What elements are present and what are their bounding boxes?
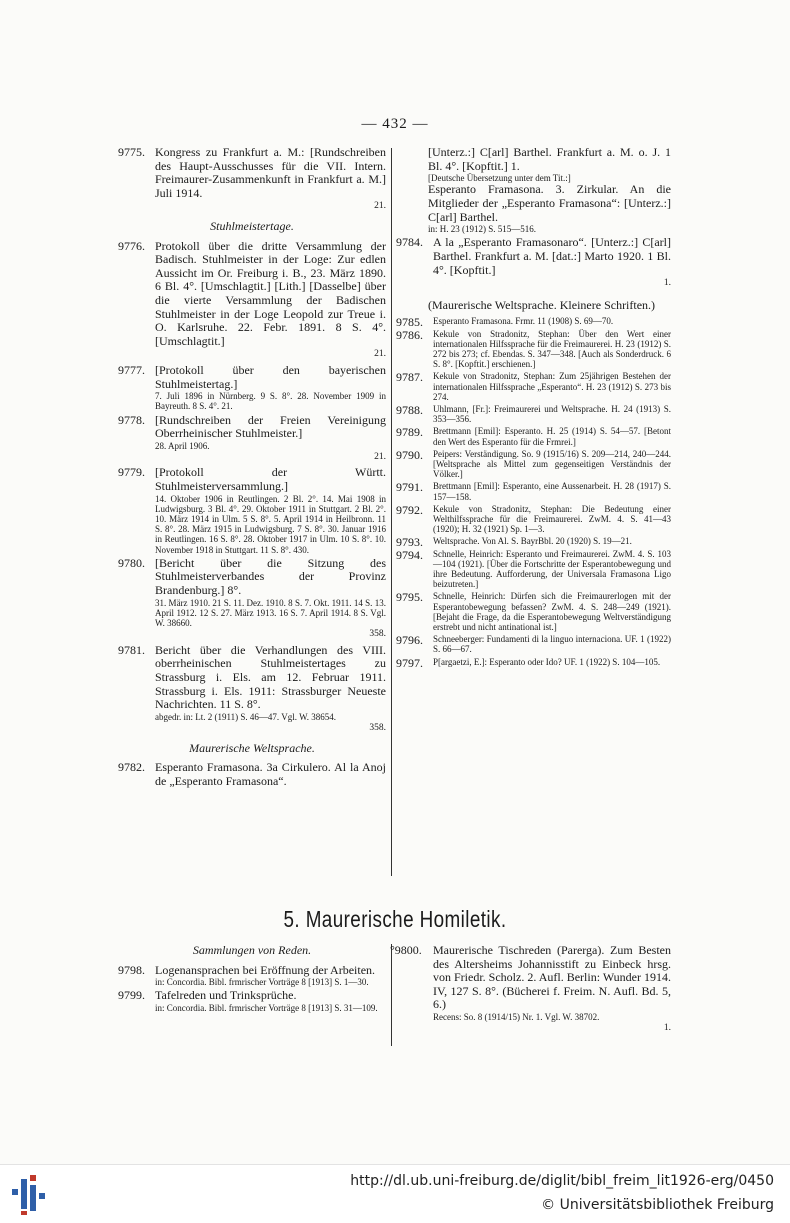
entry-number: 9796. bbox=[396, 633, 423, 648]
entry-detail: 31. März 1910. 21 S. 11. Dez. 1910. 8 S. 7. Okt. 1911. 14 S. 13. April 1912. 12 S. 27. März 1913. 16 S. 7. April 1914. 8 S. Vgl. W. 38660. bbox=[155, 597, 386, 629]
entry-text-2: Esperanto Framasona. 3. Zirkular. An die Mitglieder der „Esperanto Framasona“: [Unterz.:] C[arl] Barthel. bbox=[428, 182, 671, 224]
entry-9782-continued bbox=[396, 146, 671, 234]
bottom-right-column bbox=[390, 943, 671, 1038]
entry-number: 9782. bbox=[118, 760, 145, 775]
copyright-notice: © Universitätsbibliothek Freiburg bbox=[541, 1197, 774, 1213]
entry-9778 bbox=[118, 414, 386, 465]
entry-text: [Bericht über die Sitzung des Stuhlmeisterverbandes der Provinz Brandenburg.] 8°. bbox=[155, 555, 386, 598]
entry-ref: 1. bbox=[663, 278, 671, 289]
entry-9793 bbox=[396, 535, 671, 550]
entry-9777 bbox=[118, 364, 386, 412]
entry-text: Logenansprachen bei Eröffnung der Arbeiten. bbox=[155, 962, 376, 977]
entry-number: 9776. bbox=[118, 238, 145, 253]
entry-number: 9778. bbox=[118, 412, 145, 427]
entry-detail: abgedr. in: Lt. 2 (1911) S. 46—47. Vgl. W. 38654. bbox=[155, 711, 336, 722]
footer-bar bbox=[0, 1164, 790, 1223]
column-divider-bottom bbox=[391, 944, 392, 1046]
left-column bbox=[118, 146, 386, 790]
entry-detail: in: Concordia. Bibl. frmrischer Vorträge 8 [1913] S. 31—109. bbox=[155, 1002, 378, 1013]
entry-9776 bbox=[118, 240, 386, 362]
entry-text: Brettmann [Emil]: Esperanto, eine Aussenarbeit. H. 28 (1917) S. 157—158. bbox=[433, 481, 671, 502]
entry-9784 bbox=[396, 236, 671, 290]
entry-text: Esperanto Framasona. 3a Cirkulero. Al la Anoj de „Esperanto Framasona“. bbox=[155, 760, 386, 788]
entry-9794 bbox=[396, 549, 671, 590]
entry-number: 9777. bbox=[118, 362, 145, 377]
subheading-stuhlmeistertage: Stuhlmeistertage. bbox=[210, 218, 294, 233]
entry-number: 9779. bbox=[118, 465, 145, 480]
entry-number: 9785. bbox=[396, 315, 423, 330]
entry-9785 bbox=[396, 315, 671, 330]
entry-number: °9800. bbox=[390, 943, 422, 957]
entry-text: Tafelreden und Trinksprüche. bbox=[155, 988, 297, 1003]
entry-9797 bbox=[396, 655, 671, 670]
entry-text: Esperanto Framasona. Frmr. 11 (1908) S. 69—70. bbox=[433, 316, 614, 327]
library-logo-icon bbox=[12, 1175, 48, 1215]
entry-number: 9795. bbox=[396, 590, 423, 605]
entry-number: 9793. bbox=[396, 535, 423, 550]
entry-9782 bbox=[118, 761, 386, 788]
right-column bbox=[396, 146, 671, 669]
entry-text: Schneeberger: Fundamenti di la linguo internaciona. UF. 1 (1922) S. 66—67. bbox=[433, 634, 671, 655]
bottom-left-column bbox=[118, 944, 386, 1015]
entry-text: Brettmann [Emil]: Esperanto. H. 25 (1914) S. 54—57. [Betont den Wert des Esperanto für die Frmrei.] bbox=[433, 426, 671, 447]
entry-text: Weltsprache. Von Al. S. BayrBbl. 20 (1920) S. 19—21. bbox=[433, 536, 632, 547]
entry-number: 9798. bbox=[118, 962, 145, 977]
entry-9780 bbox=[118, 557, 386, 642]
entry-text: [Unterz.:] C[arl] Barthel. Frankfurt a. M. o. J. 1 Bl. 4°. [Kopftit.] 1. bbox=[428, 145, 671, 173]
entry-text: Kekule von Stradonitz, Stephan: Zum 25jährigen Bestehen der internationalen Hilfssprache „Esperanto“. H. 23 (1912) S. 273 bis 274. bbox=[433, 371, 671, 402]
entry-9781 bbox=[118, 644, 386, 736]
entry-text: [Rundschreiben der Freien Vereinigung Oberrheinischer Stuhlmeister.] bbox=[155, 412, 386, 441]
entry-text: Peipers: Verständigung. So. 9 (1915/16) S. 209—214, 240—244. [Weltsprache als Mittel zum gegenseitigen Verständnis der Völker.] bbox=[433, 448, 671, 480]
entry-number: 9787. bbox=[396, 370, 423, 385]
entry-ref: 21. bbox=[374, 201, 386, 212]
subheading-weltsprache: Maurerische Weltsprache. bbox=[189, 740, 315, 755]
entry-9788 bbox=[396, 404, 671, 424]
entry-9795 bbox=[396, 591, 671, 632]
entry-number: 9784. bbox=[396, 235, 423, 250]
entry-number: 9775. bbox=[118, 145, 145, 159]
entry-text: Maurerische Tischreden (Parerga). Zum Besten des Altersheims Johannisstift zu Einbeck hrsg. von Friedr. Scholz. 2. Aufl. Berlin: Wunder 1914. IV, 127 S. 8°. (Bücherei f. Freim. N. Aufl. Bd. 5, 6.) bbox=[433, 943, 671, 1012]
entry-ref: 21. bbox=[374, 349, 386, 360]
entry-text: Bericht über die Verhandlungen des VIII. oberrheinischen Stuhlmeistertages zu Strassburg i. Els. am 12. Februar 1911. Strassburg i. Els. 1911: Strassburger Neueste Nachrichten. 11 S. 8°. bbox=[155, 642, 386, 712]
entry-text: [Protokoll über den bayerischen Stuhlmeistertag.] bbox=[155, 362, 386, 391]
entry-text: Kekule von Stradonitz, Stephan: Über den Wert einer internationalen Hilfssprache für die Freimaurerei. H. 23 (1912) S. 272 bis 273; cf. Ebendas. S. 347—348. [Auch als Sonderdruck. 6 S. 8°. [Kopftit.] erschienen.] bbox=[433, 328, 671, 370]
entry-9787 bbox=[396, 371, 671, 402]
entry-9798 bbox=[118, 964, 386, 988]
entry-number: 9792. bbox=[396, 502, 423, 517]
entry-9779 bbox=[118, 466, 386, 554]
entry-9792 bbox=[396, 504, 671, 535]
entry-number: 9791. bbox=[396, 480, 423, 495]
entry-ref: 358. bbox=[369, 629, 386, 640]
entry-number: 9788. bbox=[396, 402, 423, 417]
column-divider bbox=[391, 148, 392, 876]
entry-detail-2: in: H. 23 (1912) S. 515—516. bbox=[428, 224, 536, 235]
entry-number: 9797. bbox=[396, 655, 423, 670]
entry-number: 9780. bbox=[118, 555, 145, 570]
entry-number: 9789. bbox=[396, 425, 423, 440]
entry-9791 bbox=[396, 481, 671, 501]
entry-9790 bbox=[396, 449, 671, 480]
entry-9800 bbox=[390, 943, 671, 1036]
entry-9775 bbox=[118, 146, 386, 214]
entry-ref: 1. bbox=[663, 1023, 671, 1034]
entry-detail: in: Concordia. Bibl. frmrischer Vorträge 8 [1913] S. 1—30. bbox=[155, 977, 369, 988]
entry-detail: [Deutsche Übersetzung unter dem Tit.:] bbox=[428, 173, 571, 184]
entry-text: Schnelle, Heinrich: Dürfen sich die Freimaurerlogen mit der Esperantobewegung befassen? ZwM. 4. S. 248—249 (1921). [Bejaht die Frage, da die Esperantobewegung Weltverständigung erstrebt und nicht antinational ist.] bbox=[433, 591, 671, 633]
entry-text: Kekule von Stradonitz, Stephan: Die Bedeutung einer Welthilfssprache für die Freimaurerei. ZwM. 4. S. 41—43 (1920); H. 32 (1921) Sp. 1—3. bbox=[433, 503, 671, 535]
entry-number: 9790. bbox=[396, 447, 423, 462]
entry-9799 bbox=[118, 989, 386, 1013]
entry-text: P[argaetzi, E.]: Esperanto oder Ido? UF. 1 (1922) S. 104—105. bbox=[433, 656, 661, 667]
entry-text: Protokoll über die dritte Versammlung der Badisch. Stuhlmeister in der Loge: Zur edlen Aussicht im Or. Freiburg i. B., 23. März 1890. 6 Bl. 4°. [Umschlagtit.] [Lith.] [Dasselbe] über die vierte Versammlung der Badischen Stuhlmeister in der Loge Leopold zur Treue i. O. Karlsruhe. 22. Febr. 1891. 8 S. 4°. [Umschlagtit.] bbox=[155, 238, 386, 348]
entry-ref: 21. bbox=[374, 451, 386, 462]
entry-number: 9799. bbox=[118, 988, 145, 1003]
entry-9796 bbox=[396, 634, 671, 654]
page-number: — 432 — bbox=[361, 116, 429, 132]
section-label: (Maurerische Weltsprache. Kleinere Schriften.) bbox=[428, 297, 656, 312]
entry-text: [Protokoll der Württ. Stuhlmeisterversammlung.] bbox=[155, 465, 386, 494]
entry-detail: Recens: So. 8 (1914/15) Nr. 1. Vgl. W. 38702. bbox=[433, 1011, 600, 1022]
entry-number: 9786. bbox=[396, 327, 423, 342]
entry-9786 bbox=[396, 329, 671, 370]
entry-detail: 7. Juli 1896 in Nürnberg. 9 S. 8°. 28. November 1909 in Bayreuth. 8 S. 4°. 21. bbox=[155, 391, 386, 412]
entry-text: Schnelle, Heinrich: Esperanto und Freimaurerei. ZwM. 4. S. 103—104 (1921). [Über die Fortschritte der Esperantobewegung und ihre Bedeutung. Aufforderung, der Universala Framasona Ligo beizutreten.] bbox=[433, 548, 671, 590]
entry-detail: 28. April 1906. bbox=[155, 440, 210, 451]
entry-text: Kongress zu Frankfurt a. M.: [Rundschreiben des Haupt-Ausschusses für die VII. Intern. Freimaurer-Zusammenkunft in Frankfurt a. M.] Juli 1914. bbox=[155, 145, 386, 200]
permalink[interactable]: http://dl.ub.uni-freiburg.de/diglit/bibl_freim_lit1926-erg/0450 bbox=[350, 1173, 774, 1189]
subheading-sammlungen: Sammlungen von Reden. bbox=[192, 943, 312, 957]
entry-number: 9794. bbox=[396, 547, 423, 562]
entry-9789 bbox=[396, 426, 671, 446]
entry-text: Uhlmann, [Fr.]: Freimaurerei und Weltsprache. H. 24 (1913) S. 353—356. bbox=[433, 403, 671, 425]
entry-number: 9781. bbox=[118, 642, 145, 657]
entry-ref: 358. bbox=[369, 723, 386, 734]
section-heading: 5. Maurerische Homiletik. bbox=[283, 906, 507, 932]
section-kleinere-schriften bbox=[396, 299, 671, 313]
entry-detail: 14. Oktober 1906 in Reutlingen. 2 Bl. 2°. 14. Mai 1908 in Ludwigsburg. 3 Bl. 4°. 29. Oktober 1911 in Stuttgart. 2 Bl. 2°. 10. März 1914 in Ulm. 5 S. 8°. 5. April 1914 in Heilbronn. 11 S. 8°. 28. März 1915 in Ludwigsburg. 7 S. 8°. 30. Januar 1916 in Reutlingen. 16 S. 8°. 28. Oktober 1917 in Ulm. 10 S. 8°. 10. November 1918 in Stuttgart. 11 S. 8°. 430. bbox=[155, 493, 386, 555]
entry-text: A la „Esperanto Framasonaro“. [Unterz.:] C[arl] Barthel. Frankfurt a. M. [dat.:] Marto 1920. 1 Bl. 4°. [Kopftit.] bbox=[433, 235, 671, 277]
